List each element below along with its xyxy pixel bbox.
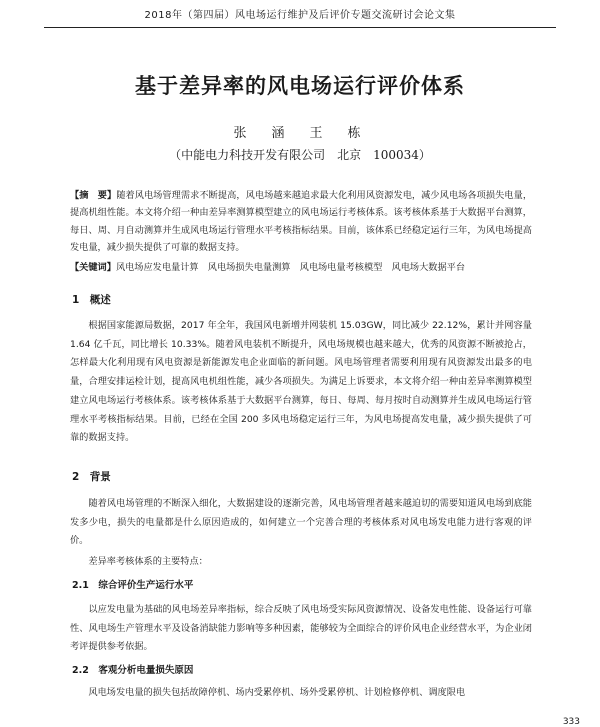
keywords-label: 【关键词】 xyxy=(70,262,116,273)
authors: 张 涵 王 栋 xyxy=(233,126,367,141)
section-2-paragraph: 随着风电场管理的不断深入细化，大数据建设的逐渐完善，风电场管理者越来越迫切的需要知道风电场到底能发多少电，损失的电量都是什么原因造成的，如何建立一个完善合理的考核体系对风电场发电能力进行客观的评价。 xyxy=(70,498,532,547)
header-divider xyxy=(44,27,556,28)
page-number: 333 xyxy=(562,717,580,727)
section-1-paragraph: 根据国家能源局数据，2017 年全年，我国风电新增并网装机 15.03GW，同比减少 22.12%，累计并网容量 1.64 亿千瓦，同比增长 10.33%。随着风电装机不断提升，风电场规模也越来越大，优秀的风资源不断被抢占，怎样最大化利用现有风电资源是新能源发电企业面临的新问题。风电场管理者需要利用现有风资源发出最多的电量，合理安排运检计划，提高风电机组性能，减少各项损失。为满足上诉要求，本文将介绍一种由差异率测算模型建立风电场运行考核体系。该考核体系基于大数据平台测算，每日、每周、每月按时自动测算并生成风电场运行管理水平考核指标结果。目前，已经在全国 200 多风电场稳定运行三年，为风电场提高发电量，减少损失提供了可靠的数据支持。 xyxy=(70,320,532,444)
abstract-text: 随着风电场管理需求不断提高，风电场越来越追求最大化利用风资源发电，减少风电场各项损失电量，提高机组性能。本文将介绍一种由差异率测算模型建立的风电场运行考核体系。该考核体系基于大数据平台测算，每日、周、月自动测算并生成风电场运行管理水平考核指标结果。目前，该体系已经稳定运行三年，为风电场提高发电量，减少损失提供了可靠的数据支持。 xyxy=(70,190,533,254)
section-1-heading: 1 概述 xyxy=(72,294,111,306)
abstract-label: 【摘 要】 xyxy=(70,190,117,201)
affiliation: （中能电力科技开发有限公司 北京 100034） xyxy=(169,148,431,162)
section-2-intro-line: 差异率考核体系的主要特点： xyxy=(88,556,208,567)
section-2-2-heading: 2.2 客观分析电量损失原因 xyxy=(72,665,194,676)
section-2-heading: 2 背景 xyxy=(72,471,111,483)
abstract xyxy=(70,187,532,257)
keywords-text: 风电场应发电量计算 风电场损失电量测算 风电场电量考核模型 风电场大数据平台 xyxy=(115,262,466,273)
keywords xyxy=(70,259,532,276)
section-2-1-heading: 2.1 综合评价生产运行水平 xyxy=(72,580,194,591)
section-2-2-paragraph: 风电场发电量的损失包括故障停机、场内受累停机、场外受累停机、计划检修停机、调度限电 xyxy=(88,687,466,698)
section-2-1-paragraph: 以应发电量为基础的风电场差异率指标，综合反映了风电场受实际风资源情况、设备发电性能、设备运行可靠性、风电场生产管理水平及设备消缺能力影响等多种因素，能够较为全面综合的评价风电企业经营水平，为企业闭考评提供参考依据。 xyxy=(70,604,532,653)
paper-title: 基于差异率的风电场运行评价体系 xyxy=(135,74,465,98)
running-header: 2018年（第四届）风电场运行维护及后评价专题交流研讨会论文集 xyxy=(144,10,456,21)
